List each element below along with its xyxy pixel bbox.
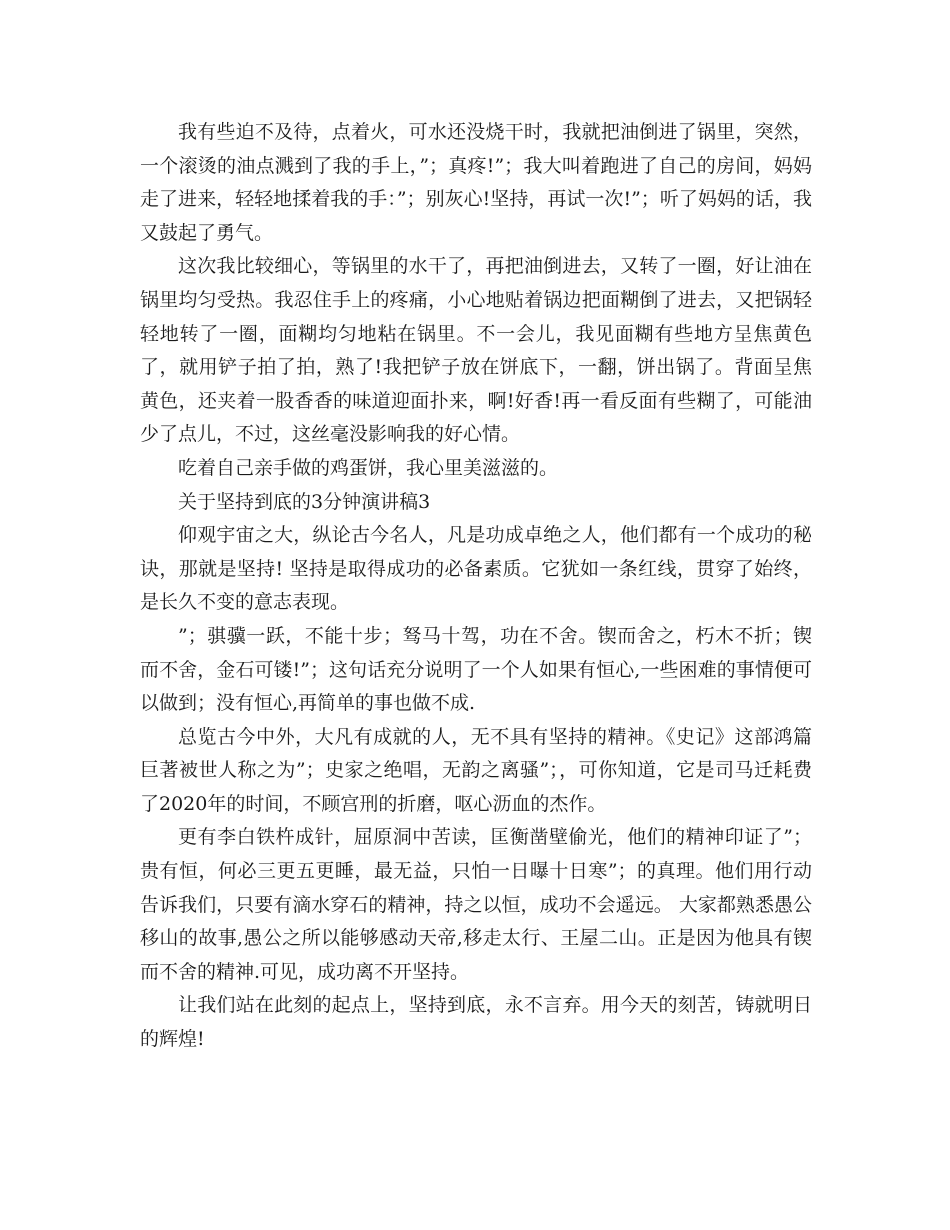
paragraph: 总览古今中外，大凡有成就的人，无不具有坚持的精神。《史记》这部鸿篇巨著被世人称之为”；史家之绝唱，无韵之离骚”；，可你知道，它是司马迁耗费了2020年的时间，不顾宫刑的折磨，呕心沥血的杰作。: [140, 725, 812, 815]
paragraph: 我有些迫不及待，点着火，可水还没烧干时，我就把油倒进了锅里，突然，一个滚烫的油点溅到了我的手上，”；真疼!”；我大叫着跑进了自己的房间，妈妈走了进来，轻轻地揉着我的手：”；别灰心!坚持，再试一次!”；听了妈妈的话，我又鼓起了勇气。: [140, 121, 812, 244]
paragraph: ”；骐骥一跃，不能十步；驽马十驾，功在不舍。锲而舍之，朽木不折；锲而不舍，金石可镂!”；这句话充分说明了一个人如果有恒心,一些困难的事情便可以做到；没有恒心,再简单的事也做不成.: [140, 624, 812, 715]
paragraph: 这次我比较细心，等锅里的水干了，再把油倒进去，又转了一圈，好让油在锅里均匀受热。我忍住手上的疼痛，小心地贴着锅边把面糊倒了进去，又把锅轻轻地转了一圈，面糊均匀地粘在锅里。不一会儿，我见面糊有些地方呈焦黄色了，就用铲子拍了拍，熟了!我把铲子放在饼底下，一翻，饼出锅了。背面呈焦黄色，还夹着一股香香的味道迎面扑来，啊!好香!再一看反面有些糊了，可能油少了点儿，不过，这丝毫没影响我的好心情。: [140, 255, 812, 446]
paragraph: 让我们站在此刻的起点上，坚持到底，永不言弃。用今天的刻苦，铸就明日的辉煌!: [140, 994, 812, 1051]
document-body: [140, 116, 812, 1057]
section-heading: 关于坚持到底的3分钟演讲稿3: [178, 490, 431, 513]
paragraph: 吃着自己亲手做的鸡蛋饼，我心里美滋滋的。: [178, 456, 559, 479]
paragraph: 仰观宇宙之大，纵论古今名人，凡是功成卓绝之人，他们都有一个成功的秘诀，那就是坚持! 坚持是取得成功的必备素质。它犹如一条红线，贯穿了始终，是长久不变的意志表现。: [140, 524, 812, 614]
paragraph: 更有李白铁杵成针，屈原洞中苦读，匡衡凿壁偷光，他们的精神印证了”；贵有恒，何必三更五更睡，最无益，只怕一日曝十日寒”；的真理。他们用行动告诉我们，只要有滴水穿石的精神，持之以恒，成功不会遥远。 大家都熟悉愚公移山的故事,愚公之所以能够感动天帝,移走太行、王屋二山。正是因为他具有锲而不舍的精神.可见，成功离不开坚持。: [140, 826, 812, 983]
